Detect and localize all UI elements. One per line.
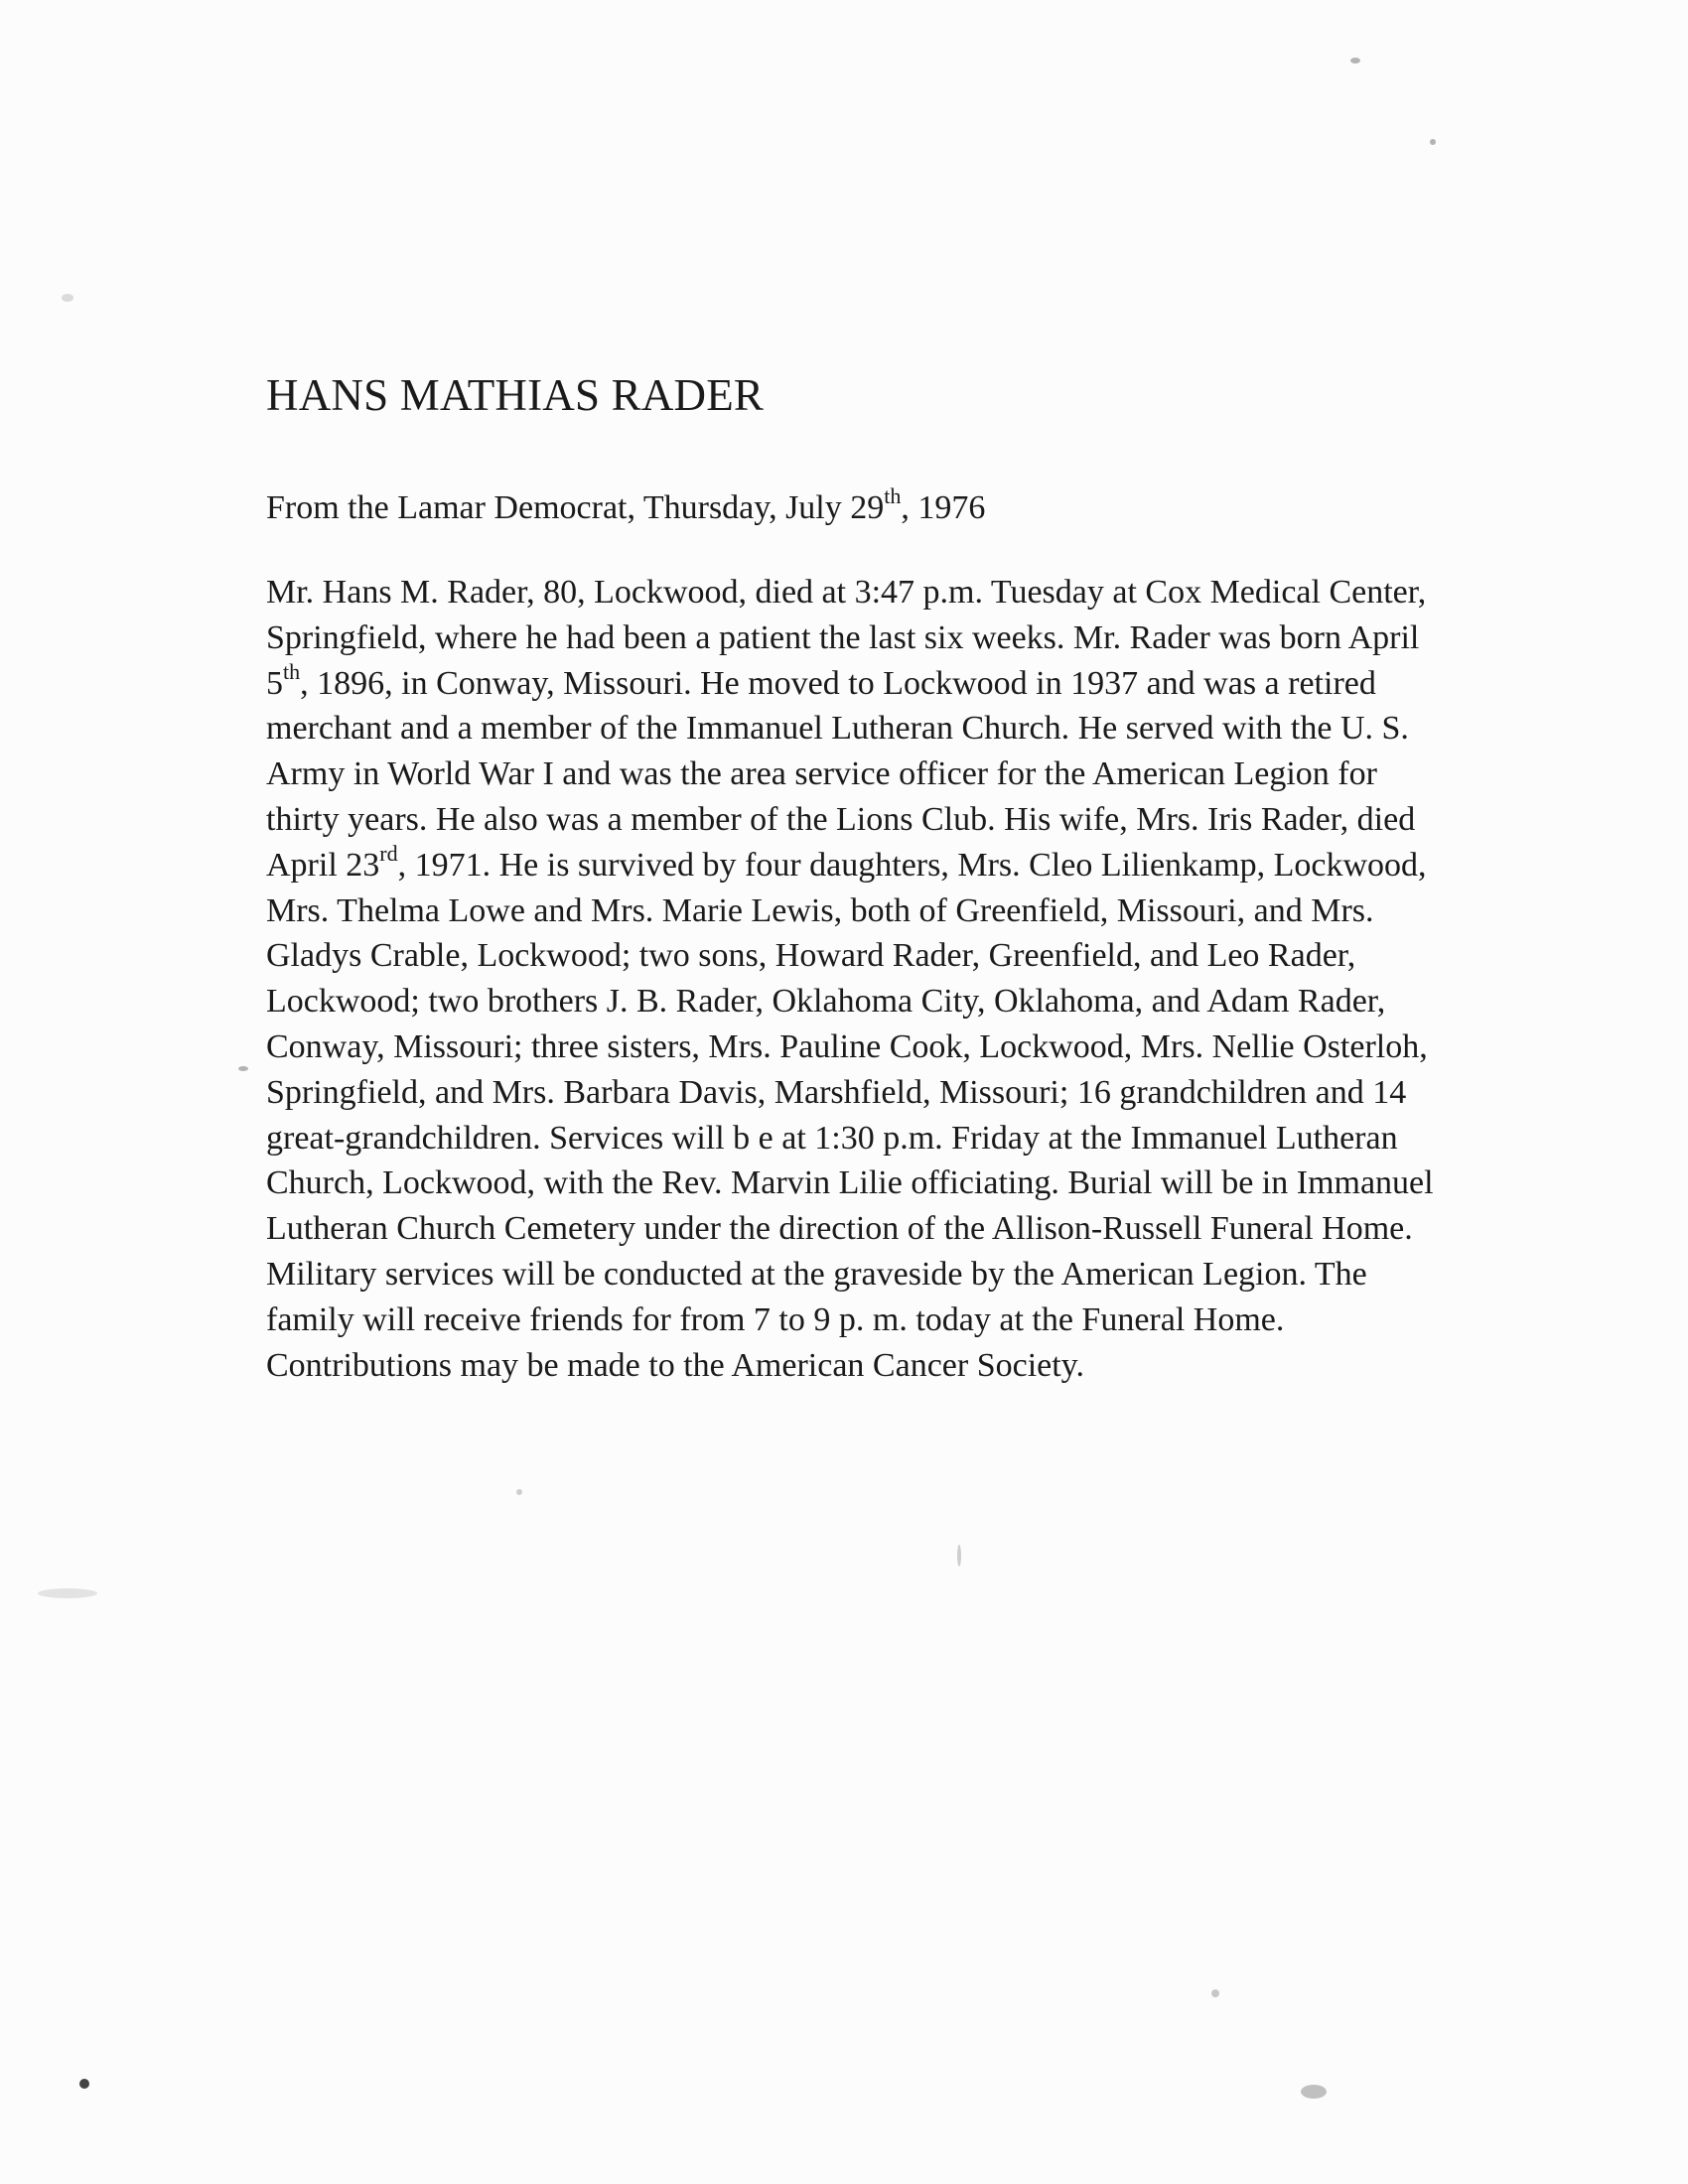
body-line: Gladys Crable, Lockwood; two sons, Howard Rader, Greenfield, and Leo Rader, xyxy=(266,937,1356,975)
ordinal-suffix: rd xyxy=(379,840,398,866)
source-citation xyxy=(266,483,1646,530)
body-line: Conway, Missouri; three sisters, Mrs. Pauline Cook, Lockwood, Mrs. Nellie Osterloh, xyxy=(266,1027,1428,1065)
scan-speck xyxy=(516,1489,522,1495)
source-suffix: , 1976 xyxy=(901,489,986,526)
scan-speck xyxy=(1350,58,1360,64)
line-suffix: , 1971. He is survived by four daughters, Mrs. Cleo Lilienkamp, Lockwood, xyxy=(397,846,1427,884)
body-line: Lockwood; two brothers J. B. Rader, Oklahoma City, Oklahoma, and Adam Rader, xyxy=(266,983,1386,1021)
body-line: thirty years. He also was a member of the Lions Club. His wife, Mrs. Iris Rader, died xyxy=(266,800,1416,838)
obituary-document xyxy=(266,365,1646,1388)
scan-speck xyxy=(38,1588,97,1598)
scan-speck xyxy=(79,2079,89,2089)
body-line: Springfield, where he had been a patient the last six weeks. Mr. Rader was born April xyxy=(266,618,1420,656)
body-line: Lutheran Church Cemetery under the direction of the Allison-Russell Funeral Home. xyxy=(266,1210,1413,1248)
scan-speck xyxy=(1301,2085,1327,2099)
body-line: Springfield, and Mrs. Barbara Davis, Marshfield, Missouri; 16 grandchildren and 14 xyxy=(266,1073,1407,1111)
body-line: Mr. Hans M. Rader, 80, Lockwood, died at 3:47 p.m. Tuesday at Cox Medical Center, xyxy=(266,574,1427,611)
body-line: Military services will be conducted at the graveside by the American Legion. The xyxy=(266,1255,1367,1293)
body-line: Contributions may be made to the American Cancer Society. xyxy=(266,1346,1084,1384)
body-line: Mrs. Thelma Lowe and Mrs. Marie Lewis, both of Greenfield, Missouri, and Mrs. xyxy=(266,891,1374,929)
scan-speck xyxy=(238,1066,248,1071)
line-prefix: 5 xyxy=(266,664,283,702)
source-prefix: From the Lamar Democrat, Thursday, July 29 xyxy=(266,489,885,526)
ordinal-suffix: th xyxy=(283,658,301,684)
body-line: great-grandchildren. Services will b e at 1:30 p.m. Friday at the Immanuel Lutheran xyxy=(266,1119,1398,1157)
scan-speck xyxy=(1430,139,1436,145)
document-title: HANS MATHIAS RADER xyxy=(266,370,765,420)
scan-speck xyxy=(957,1545,961,1567)
line-suffix: , 1896, in Conway, Missouri. He moved to Lockwood in 1937 and was a retired xyxy=(300,664,1376,702)
body-line: Army in World War I and was the area service officer for the American Legion for xyxy=(266,755,1377,793)
scan-speck xyxy=(1211,1989,1219,1997)
body-line xyxy=(266,840,1646,888)
line-prefix: April 23 xyxy=(266,846,380,884)
body-line xyxy=(266,658,1646,707)
body-line: merchant and a member of the Immanuel Lutheran Church. He served with the U. S. xyxy=(266,710,1409,748)
source-ordinal: th xyxy=(884,483,902,508)
scan-speck xyxy=(62,294,73,302)
body-line: family will receive friends for from 7 to 9 p. m. today at the Funeral Home. xyxy=(266,1300,1285,1338)
body-line: Church, Lockwood, with the Rev. Marvin Lilie officiating. Burial will be in Immanuel xyxy=(266,1164,1434,1202)
obituary-body xyxy=(266,570,1646,1388)
